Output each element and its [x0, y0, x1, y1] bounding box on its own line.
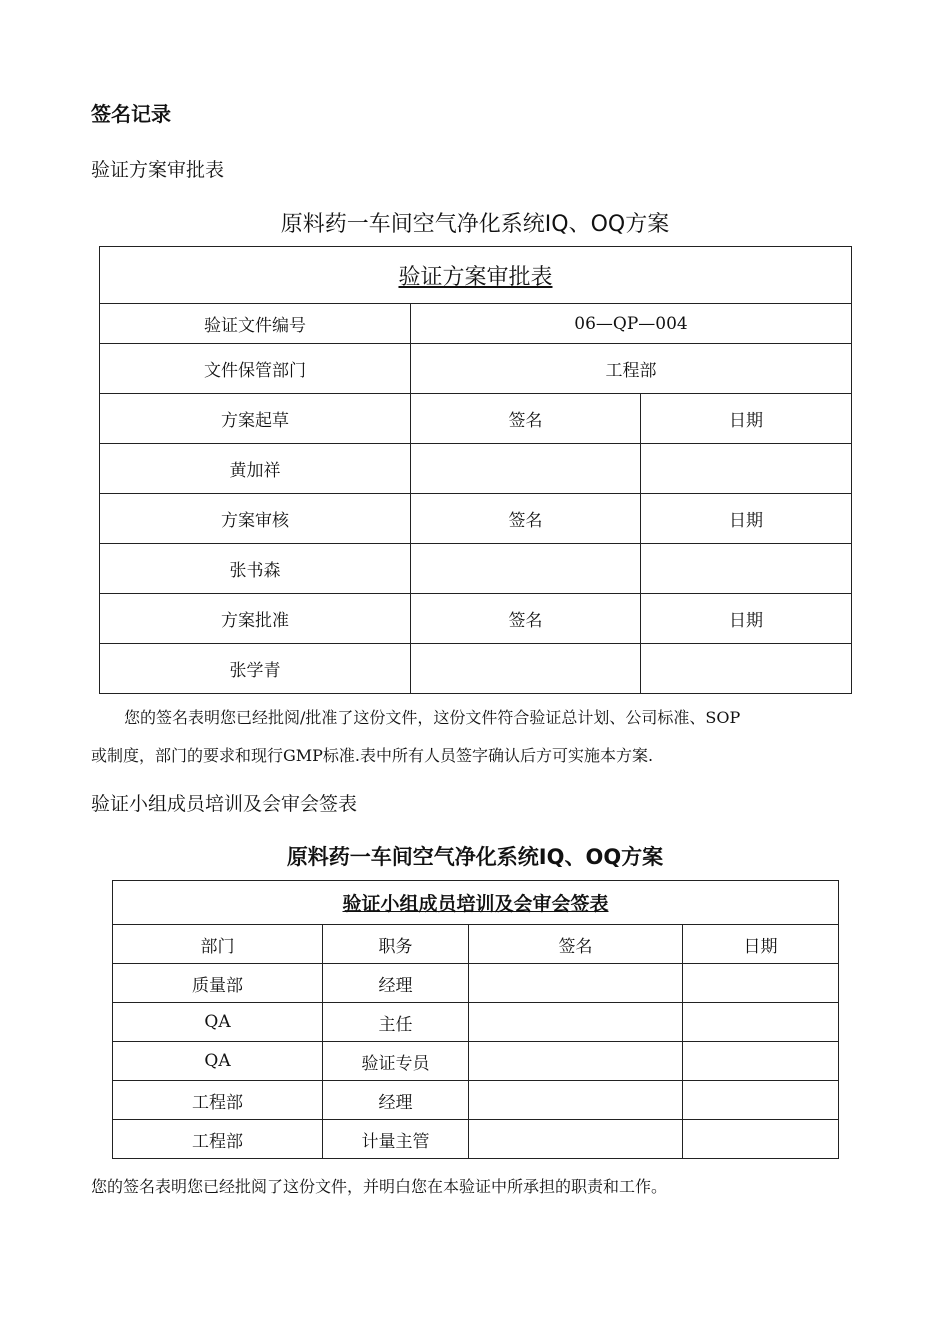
title-cell: 验证专员: [323, 1042, 469, 1081]
table-row: [113, 1081, 839, 1120]
date-cell[interactable]: [641, 644, 852, 694]
sign-header: 签名: [411, 594, 641, 644]
document-title: 原料药一车间空气净化系统IQ、OQ方案: [280, 212, 670, 237]
dept-label: 文件保管部门: [100, 344, 411, 394]
table-row: [113, 1120, 839, 1159]
section1-label: 验证方案审批表: [91, 159, 225, 181]
dept-cell: QA: [113, 1003, 323, 1042]
sign-header: 签名: [411, 394, 641, 444]
col-title: 职务: [323, 925, 469, 964]
signature-cell[interactable]: [469, 1081, 683, 1120]
dept-value: 工程部: [411, 344, 852, 394]
title-cell: 主任: [323, 1003, 469, 1042]
date-cell[interactable]: [641, 444, 852, 494]
person-draft: 黄加祥: [100, 444, 411, 494]
file-no-value: 06—QP—004: [411, 304, 852, 344]
file-no-label: 验证文件编号: [100, 304, 411, 344]
dept-cell: 质量部: [113, 964, 323, 1003]
team-note: 您的签名表明您已经批阅了这份文件，并明白您在本验证中所承担的职责和工作。: [91, 1177, 668, 1196]
document-title-2: 原料药一车间空气净化系统IQ、OQ方案: [286, 845, 664, 869]
role-draft: 方案起草: [100, 394, 411, 444]
table-row: [113, 1003, 839, 1042]
section-heading: 签名记录: [91, 102, 171, 126]
date-header: 日期: [641, 494, 852, 544]
section2-label: 验证小组成员培训及会审会签表: [91, 793, 358, 815]
approval-note-line1: 您的签名表明您已经批阅/批准了这份文件，这份文件符合验证总计划、公司标准、SOP: [124, 708, 741, 727]
team-table: [112, 880, 839, 1159]
person-approve: 张学青: [100, 644, 411, 694]
role-approve: 方案批准: [100, 594, 411, 644]
col-sign: 签名: [469, 925, 683, 964]
approval-table: [99, 246, 852, 694]
dept-cell: QA: [113, 1042, 323, 1081]
signature-cell[interactable]: [411, 544, 641, 594]
dept-cell: 工程部: [113, 1120, 323, 1159]
role-review: 方案审核: [100, 494, 411, 544]
title-cell: 计量主管: [323, 1120, 469, 1159]
date-cell[interactable]: [683, 1042, 839, 1081]
date-cell[interactable]: [683, 1003, 839, 1042]
date-cell[interactable]: [683, 1081, 839, 1120]
signature-cell[interactable]: [469, 1042, 683, 1081]
date-header: 日期: [641, 594, 852, 644]
title-cell: 经理: [323, 964, 469, 1003]
signature-cell[interactable]: [411, 444, 641, 494]
date-cell[interactable]: [683, 1120, 839, 1159]
person-review: 张书森: [100, 544, 411, 594]
col-date: 日期: [683, 925, 839, 964]
signature-cell[interactable]: [469, 1120, 683, 1159]
table-row: [113, 964, 839, 1003]
signature-cell[interactable]: [411, 644, 641, 694]
date-cell[interactable]: [683, 964, 839, 1003]
team-table-title: 验证小组成员培训及会审会签表: [113, 881, 839, 925]
title-cell: 经理: [323, 1081, 469, 1120]
date-cell[interactable]: [641, 544, 852, 594]
date-header: 日期: [641, 394, 852, 444]
approval-table-title: 验证方案审批表: [100, 247, 852, 304]
table-row: [113, 1042, 839, 1081]
sign-header: 签名: [411, 494, 641, 544]
approval-note-line2: 或制度，部门的要求和现行GMP标准.表中所有人员签字确认后方可实施本方案.: [91, 746, 654, 765]
signature-cell[interactable]: [469, 1003, 683, 1042]
dept-cell: 工程部: [113, 1081, 323, 1120]
signature-cell[interactable]: [469, 964, 683, 1003]
col-dept: 部门: [113, 925, 323, 964]
